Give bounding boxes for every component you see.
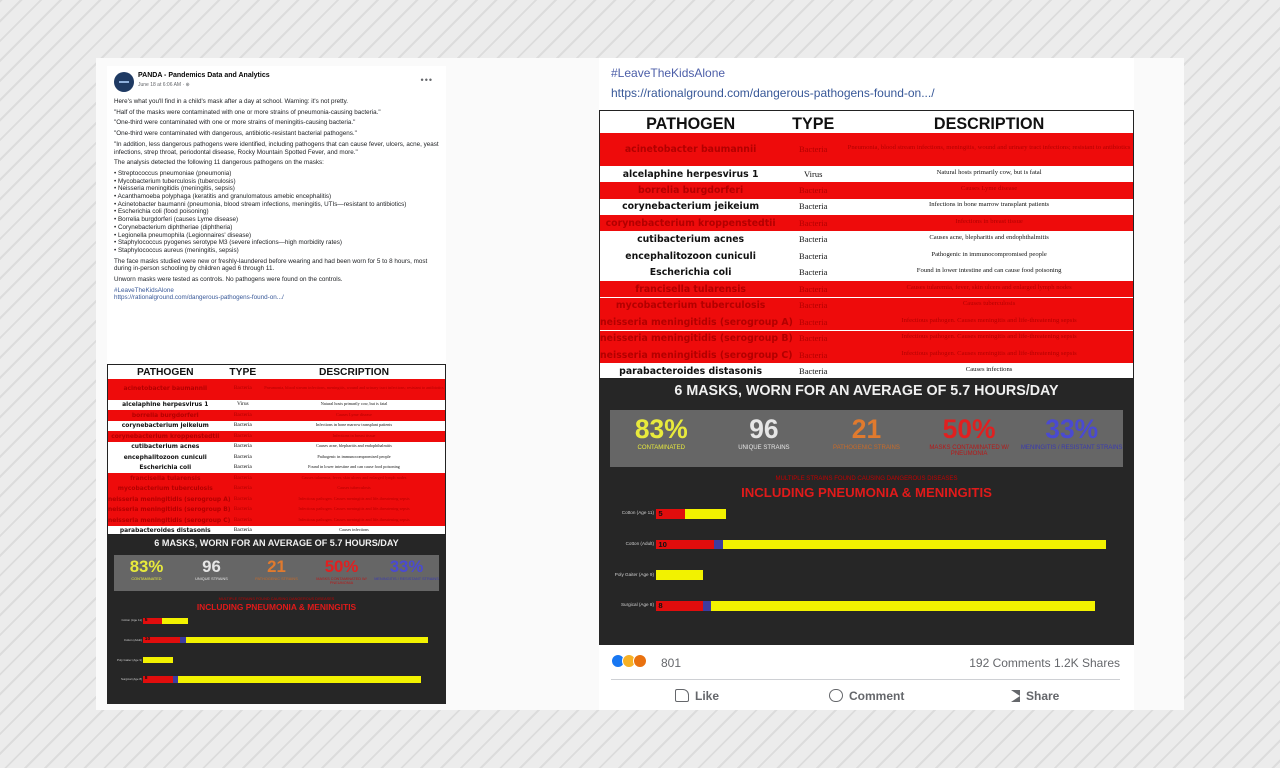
pathogen-type: Bacteria [799, 217, 828, 228]
pathogen-list-item: • Streptococcus pneumoniae (pneumonia) [114, 169, 232, 177]
bar-segment-yellow [711, 601, 1094, 611]
pathogen-type: Bacteria [233, 443, 252, 450]
table-header [600, 111, 1133, 132]
comment-button[interactable] [829, 689, 904, 703]
bar-category-label: Cotton (Adult) [625, 540, 654, 546]
pathogen-type: Bacteria [233, 506, 252, 513]
pathogen-type: Bacteria [233, 464, 252, 471]
stat-value: 50% [942, 414, 996, 445]
pathogen-name: neisseria meningitidis (serogroup B) [108, 506, 231, 514]
article-link[interactable]: https://rationalground.com/dangerous-pathogens-found-on.../ [611, 86, 935, 100]
pathogen-list-item: • Neisseria meningitidis (meningitis, sepsis) [114, 185, 235, 193]
table-row [600, 133, 1133, 166]
pathogen-description: Causes tularemia, fever, skin ulcers and enlarged lymph nodes [906, 283, 1072, 291]
like-button[interactable] [675, 689, 719, 703]
pathogen-name: borrelia burgdorferi [638, 185, 744, 196]
stat-value: 96 [202, 557, 221, 577]
bar-segment-yellow [162, 618, 188, 624]
pathogen-name: neisseria meningitidis (serogroup A) [108, 495, 231, 503]
pathogen-description: Infections in bone marrow transplant patients [315, 422, 393, 428]
pathogen-type: Virus [236, 401, 249, 408]
table-row [600, 281, 1133, 297]
table-row [600, 215, 1133, 231]
pathogen-description: Infectious pathogen. Causes meningitis and life-threatening sepsis [298, 516, 410, 522]
stat-item [374, 555, 439, 591]
pathogen-type: Bacteria [799, 333, 828, 344]
pathogen-list-item: • Corynebacterium diphtheriae (diphtheria) [114, 223, 233, 231]
bar-segment-yellow [178, 676, 421, 682]
column-header: PATHOGEN [137, 367, 194, 379]
pathogen-type: Virus [804, 168, 823, 179]
column-header: DESCRIPTION [933, 114, 1045, 133]
stat-item [114, 555, 179, 591]
infographic-subheading: MULTIPLE STRAINS FOUND CAUSING DANGEROUS DISEASES [775, 475, 958, 482]
infographic-subheading: MULTIPLE STRAINS FOUND CAUSING DANGEROUS DISEASES [218, 596, 335, 601]
pathogen-name: francisella tularensis [130, 474, 201, 482]
pathogen-name: Escherichia coli [649, 267, 732, 279]
table-row [108, 484, 445, 494]
post-paragraph: Unworn masks were tested as controls. No pathogens were found on the controls. [114, 276, 343, 284]
pathogen-description: Causes acne, blepharitis and endophthalmitis [316, 443, 392, 449]
pathogen-type: Bacteria [799, 300, 828, 311]
pathogen-description: Pneumonia, blood stream infections, meningitis, wound and urinary tract infections; resistant to antibiotics [264, 385, 444, 391]
pathogen-description: Causes tuberculosis [962, 300, 1016, 308]
stat-label: MENINGITIS / RESISTANT STRAINS [1020, 445, 1123, 452]
pathogen-description: Infections in breast tissue [332, 432, 376, 438]
article-link[interactable]: https://rationalground.com/dangerous-pathogens-found-on.../ [114, 294, 284, 302]
stat-value: 83% [634, 414, 688, 445]
pathogen-description: Causes Lyme disease [336, 411, 372, 417]
pathogen-description: Causes infections [339, 527, 369, 533]
reaction-count[interactable]: 801 [661, 656, 682, 670]
stat-item [918, 410, 1021, 467]
bar-category-label: Cotton (Age 11) [121, 618, 142, 623]
infographic-title: 6 MASKS, WORN FOR AN AVERAGE OF 5.7 HOURS/DAY [154, 537, 399, 548]
table-row [108, 515, 445, 525]
stat-label: MASKS CONTAMINATED W/ PNEUMONIA [316, 577, 367, 586]
pathogen-name: encephalitozoon cuniculi [625, 250, 756, 262]
pathogen-list-item: • Mycobacterium tuberculosis (tuberculosis) [114, 177, 236, 185]
bar-segment-red: 5 [143, 618, 161, 624]
table-row [600, 347, 1133, 363]
bar-segment-red: 8 [143, 676, 172, 682]
stat-value: 96 [749, 414, 779, 445]
table-row [108, 431, 445, 441]
stat-item [244, 555, 309, 591]
pathogen-type: Bacteria [799, 267, 828, 278]
post-paragraph: The analysis detected the following 11 dangerous pathogens on the masks: [114, 159, 324, 167]
post-closing [114, 258, 439, 284]
pathogen-description: Causes Lyme disease [960, 185, 1018, 192]
pathogen-list-item: • Staphylococcus aureus (meningitis, sepsis) [114, 246, 239, 254]
post-header [114, 72, 439, 94]
pathogen-name: mycobacterium tuberculosis [117, 485, 213, 493]
pathogen-description: Natural hosts primarily cow, but is fatal [320, 401, 388, 407]
pathogen-type: Bacteria [233, 432, 252, 439]
pathogen-name: alcelaphine herpesvirus 1 [122, 401, 209, 409]
table-row [600, 182, 1133, 198]
stats-panel [114, 555, 439, 591]
pathogen-type: Bacteria [233, 527, 252, 534]
pathogen-type: Bacteria [233, 453, 252, 460]
pathogen-name: acinetobacter baumannii [123, 385, 208, 393]
pathogen-type: Bacteria [799, 143, 828, 154]
pathogen-description: Causes tularemia, fever, skin ulcers and enlarged lymph nodes [301, 474, 407, 480]
bar-segment-blue [703, 601, 712, 611]
table-row [600, 314, 1133, 330]
table-row [108, 526, 445, 536]
pathogen-description: Causes tuberculosis [337, 485, 371, 491]
column-header: DESCRIPTION [318, 367, 390, 379]
stat-item [713, 410, 816, 467]
table-row [600, 298, 1133, 314]
pathogen-description: Infectious pathogen. Causes meningitis and life-threatening sepsis [901, 349, 1077, 357]
pathogen-type: Bacteria [799, 349, 828, 360]
pathogen-description: Causes acne, blepharitis and endophthalmitis [929, 234, 1049, 242]
pathogen-type: Bacteria [799, 185, 828, 195]
pathogen-name: francisella tularensis [635, 283, 746, 295]
stat-label: CONTAMINATED [637, 445, 686, 452]
pathogen-name: cutibacterium acnes [131, 443, 200, 451]
pathogen-name: neisseria meningitidis (serogroup C) [108, 516, 231, 524]
comments-count[interactable]: 192 Comments [969, 656, 1051, 670]
pathogen-description: Causes infections [965, 366, 1013, 374]
pathogen-list-item: • Legionella pneumophila (Legionnaires' disease) [114, 231, 252, 239]
comment-label: Comment [849, 689, 905, 703]
pathogen-description: Pathogenic in immunocompromised people [931, 250, 1047, 258]
pathogen-description: Natural hosts primarily cow, but is fatal [936, 168, 1042, 176]
post-paragraphs [114, 98, 439, 167]
like-label: Like [695, 689, 720, 703]
stat-value: 21 [267, 557, 286, 577]
share-label: Share [1026, 689, 1060, 703]
pathogen-description: Infections in bone marrow transplant patients [929, 201, 1050, 209]
thumbs-up-icon [675, 689, 689, 702]
pathogen-name: cutibacterium acnes [637, 234, 745, 246]
pathogen-description: Infectious pathogen. Causes meningitis and life-threatening sepsis [298, 506, 410, 512]
hashtag-link[interactable]: #LeaveTheKidsAlone [114, 286, 174, 294]
pathogen-name: corynebacterium kroppenstedtii [111, 432, 220, 440]
stat-value: 33% [389, 557, 424, 577]
pathogen-description: Found in lower intestine and can cause food poisoning [308, 464, 400, 470]
pathogen-name: corynebacterium jeikeium [622, 201, 760, 213]
pathogen-name: Escherichia coli [139, 464, 192, 472]
stat-label: MENINGITIS / RESISTANT STRAINS [374, 577, 439, 582]
bar-category-label: Poly Gaiter (Age 9) [117, 657, 142, 662]
pathogen-name: mycobacterium tuberculosis [615, 300, 766, 312]
post-paragraph: Here's what you'll find in a child's mask after a day at school. Warning: it's not pretty. [114, 98, 349, 105]
page-name[interactable]: PANDA - Pandemics Data and Analytics [138, 72, 270, 79]
post-paragraph: "One-third were contaminated with dangerous, antibiotic-resistant bacterial pathogens." [114, 130, 357, 138]
pathogen-name: borrelia burgdorferi [131, 411, 199, 419]
stat-label: CONTAMINATED [131, 577, 162, 582]
table-row [108, 421, 445, 431]
hashtag-link[interactable]: #LeaveTheKidsAlone [611, 66, 726, 80]
bar-category-label: Surgical (Age 8) [620, 602, 654, 608]
pathogen-type: Bacteria [233, 485, 252, 492]
post-paragraph: "One-third were contaminated with one or more strains of meningitis-causing bacteria." [114, 119, 356, 127]
pathogen-description: Infectious pathogen. Causes meningitis and life-threatening sepsis [298, 495, 410, 501]
post-paragraph: The face masks studied were new or freshly-laundered before wearing and had been worn for 5 to 8 hours, most during in-person schooling by children aged 6 through 11. [114, 257, 428, 273]
pathogen-description: Pathogenic in immunocompromised people [317, 453, 391, 459]
table-header [108, 365, 445, 379]
shares-count[interactable]: 1.2K Shares [1053, 656, 1120, 670]
pathogen-name: encephalitozoon cuniculi [123, 453, 207, 461]
share-arrow-icon [1011, 690, 1020, 702]
stat-label: PATHOGENIC STRAINS [255, 577, 298, 582]
bar-category-label: Cotton (Adult) [123, 637, 142, 642]
pathogen-type: Bacteria [233, 422, 252, 429]
column-header: TYPE [229, 367, 257, 379]
table-row [108, 379, 445, 400]
pathogen-name: neisseria meningitidis (serogroup C) [600, 349, 793, 361]
divider [611, 679, 1120, 680]
pathogen-type: Bacteria [799, 366, 828, 377]
table-row [108, 442, 445, 452]
stat-item [1020, 410, 1123, 467]
stat-label: UNIQUE STRAINS [195, 577, 228, 582]
column-header: TYPE [792, 114, 835, 133]
pathogen-name: acinetobacter baumannii [624, 143, 757, 155]
pathogen-type: Bacteria [233, 474, 252, 481]
pathogen-type: Bacteria [233, 495, 252, 502]
pathogen-type: Bacteria [799, 234, 828, 245]
pathogen-description: Pneumonia, blood stream infections, meningitis, wound and urinary tract infections; resistant to antibiotics [847, 143, 1131, 151]
pathogen-type: Bacteria [799, 283, 828, 294]
bar-segment-yellow [186, 637, 429, 643]
pathogen-name: corynebacterium kroppenstedtii [605, 217, 776, 229]
table-row [108, 410, 445, 420]
bar-category-label: Surgical (Age 8) [120, 677, 142, 682]
infographic-heading: INCLUDING PNEUMONIA & MENINGITIS [196, 602, 357, 613]
pathogen-list-item: • Escherichia coli (food poisoning) [114, 208, 209, 216]
bar-category-label: Cotton (Age 11) [621, 509, 654, 515]
bar-segment-red: 5 [656, 509, 685, 519]
bar-segment-blue [714, 540, 723, 550]
bar-segment-yellow [656, 570, 702, 580]
stat-item [179, 555, 244, 591]
stat-value: 33% [1045, 414, 1099, 445]
mask-infographic-right [599, 379, 1134, 645]
share-button[interactable] [1011, 689, 1059, 703]
pathogen-list-item: • Staphylococcus pyogenes serotype M3 (severe infections—high morbidity rates) [114, 239, 342, 247]
angry-reaction-icon [633, 654, 647, 668]
table-row [600, 199, 1133, 215]
pathogen-name: parabacteroides distasonis [619, 366, 763, 378]
bar-segment-red: 10 [656, 540, 714, 550]
pathogen-description: Infectious pathogen. Causes meningitis and life-threatening sepsis [901, 333, 1077, 341]
bar-segment-red: 10 [143, 637, 180, 643]
pathogen-type: Bacteria [233, 411, 252, 418]
column-header: PATHOGEN [646, 114, 736, 133]
pathogen-description: Infections in breast tissue [955, 217, 1023, 225]
pathogen-list-item: • Borrelia burgdorferi (causes Lyme disease) [114, 216, 239, 224]
table-row [600, 166, 1133, 182]
pathogen-list-item: • Acinetobacter baumanni (pneumonia, blood stream infections, meningitis, UTIs—resistant to antibiotics) [114, 200, 407, 208]
pathogen-list [114, 170, 439, 255]
more-options-icon[interactable]: ••• [420, 75, 433, 85]
table-row [108, 463, 445, 473]
bar-segment-red: 8 [656, 601, 702, 611]
pathogen-type: Bacteria [233, 516, 252, 523]
table-row [600, 248, 1133, 264]
table-row [108, 400, 445, 410]
table-row [108, 505, 445, 515]
bar-category-label: Poly Gaiter (Age 9) [614, 571, 654, 577]
stat-item [610, 410, 713, 467]
mask-infographic-left [107, 535, 446, 704]
stats-panel [610, 410, 1123, 467]
stat-value: 50% [324, 557, 359, 577]
table-row [108, 452, 445, 462]
pathogen-table-right [599, 110, 1134, 379]
stat-value: 21 [851, 414, 882, 445]
pathogen-table-left [107, 364, 446, 535]
engagement-counts [969, 656, 1120, 670]
table-row [600, 364, 1133, 380]
bar-segment-yellow [143, 657, 172, 663]
stat-item [309, 555, 374, 591]
page-avatar[interactable] [114, 72, 134, 92]
post-timestamp[interactable]: June 18 at 6:06 AM · ⊕ [138, 82, 190, 88]
pathogen-type: Bacteria [799, 201, 828, 212]
speech-bubble-icon [829, 689, 843, 702]
table-row [600, 265, 1133, 281]
infographic-title: 6 MASKS, WORN FOR AN AVERAGE OF 5.7 HOURS/DAY [674, 383, 1059, 400]
pathogen-list-item: • Acanthamoeba polyphaga (keratitis and granulomatous amebic encephalitis) [114, 193, 332, 201]
stat-value: 83% [129, 557, 164, 577]
table-row [600, 331, 1133, 347]
pathogen-description: Infectious pathogen. Causes meningitis and life-threatening sepsis [901, 316, 1077, 324]
infographic-heading: INCLUDING PNEUMONIA & MENINGITIS [741, 484, 992, 500]
post-text [114, 98, 439, 302]
table-row [108, 473, 445, 483]
pathogen-name: parabacteroides distasonis [119, 527, 211, 535]
pathogen-name: corynebacterium jeikeium [121, 422, 209, 430]
stat-label: PATHOGENIC STRAINS [832, 445, 900, 452]
bar-segment-yellow [723, 540, 1106, 550]
stat-item [815, 410, 918, 467]
stat-label: UNIQUE STRAINS [738, 445, 790, 452]
pathogen-name: alcelaphine herpesvirus 1 [622, 168, 759, 180]
pathogen-type: Bacteria [799, 316, 828, 327]
table-row [108, 494, 445, 504]
table-row [600, 232, 1133, 248]
bar-segment-yellow [685, 509, 726, 519]
pathogen-type: Bacteria [799, 250, 828, 261]
post-footer [599, 646, 1134, 710]
pathogen-name: neisseria meningitidis (serogroup B) [600, 333, 793, 345]
post-paragraph: "In addition, less dangerous pathogens were identified, including pathogens that can cause fever, ulcers, acne, yeast infections, strep throat, periodontal disease, Rocky Mountain Spotted Fever, and more." [114, 140, 439, 156]
pathogen-description: Found in lower intestine and can cause food poisoning [916, 267, 1062, 275]
pathogen-type: Bacteria [233, 385, 252, 392]
post-paragraph: "Half of the masks were contaminated with one or more strains of pneumonia-causing bacteria." [114, 108, 381, 116]
stat-label: MASKS CONTAMINATED W/ PNEUMONIA [929, 445, 1009, 458]
pathogen-name: neisseria meningitidis (serogroup A) [600, 316, 793, 328]
